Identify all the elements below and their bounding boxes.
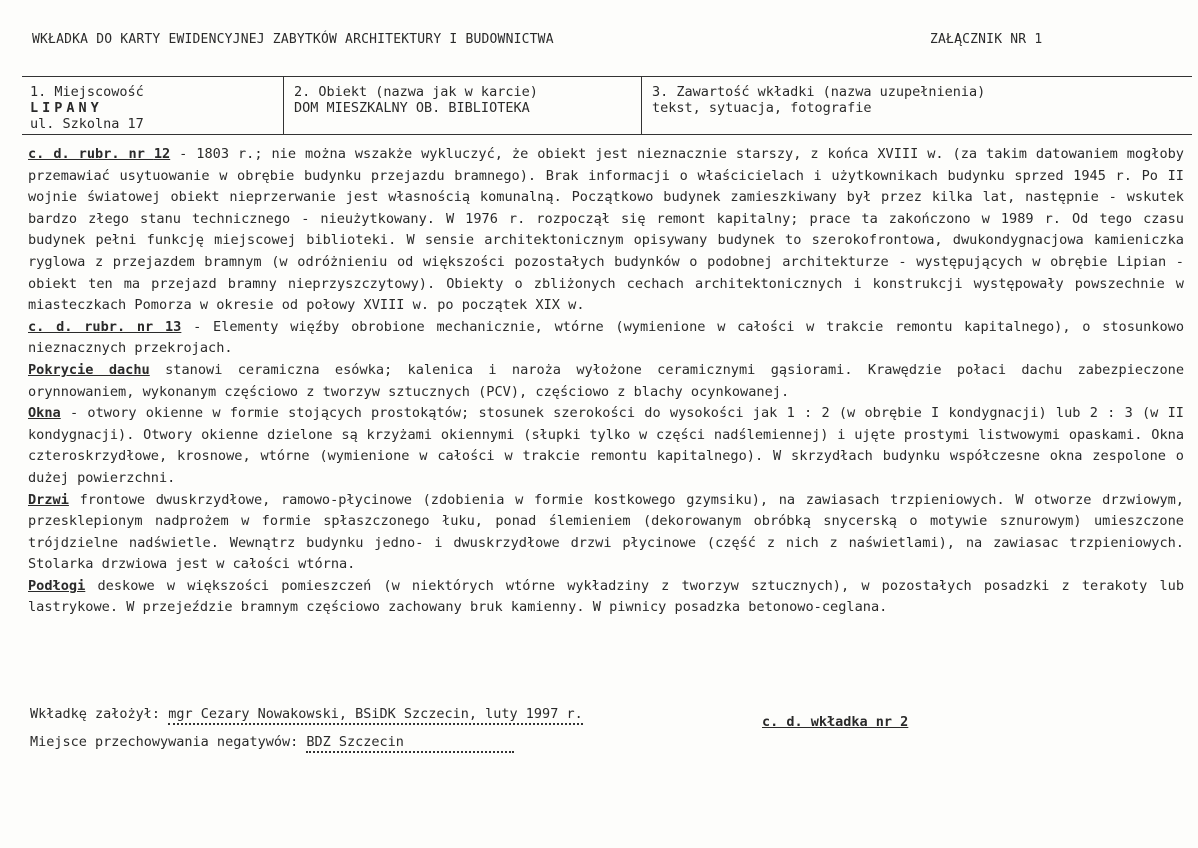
rubric-12-label: c. d. rubr. nr 12 bbox=[28, 146, 171, 162]
floors-label: Podłogi bbox=[28, 577, 86, 594]
rubric-13-label: c. d. rubr. nr 13 bbox=[28, 318, 182, 335]
doors-label: Drzwi bbox=[28, 491, 69, 508]
roof-label: Pokrycie dachu bbox=[28, 361, 150, 378]
object-value: DOM MIESZKALNY OB. BIBLIOTEKA bbox=[294, 100, 530, 116]
windows-text: - otwory okienne w formie stojących prostokątów; stosunek szerokości do wysokości jak 1 : 2 (w obrębie I kondygnacji) lub 2 : 3 (w II kondygnacji). Otwory okienne dzielone są krzyżami okiennymi (słupki tylko w części nadślemiennej) i ujęte prostymi listwowymi opaskami. Okna czteroskrzydłowe, krosnowe, wtórne (wymienione w całości w trakcie remontu kapitalnego). W skrzydłach budynku współczesne okna zespolone o dużej powierzchni. bbox=[28, 405, 1184, 486]
section-windows bbox=[28, 403, 1184, 489]
negatives-label: Miejsce przechowywania negatywów: bbox=[30, 734, 299, 750]
object-label: 2. Obiekt (nazwa jak w karcie) bbox=[294, 84, 538, 100]
contents-label: 3. Zawartość wkładki (nazwa uzupełnienia) bbox=[652, 84, 986, 100]
box-divider-2 bbox=[641, 76, 642, 134]
founded-value: mgr Cezary Nowakowski, BSiDK Szczecin, luty 1997 r. bbox=[168, 706, 583, 725]
negatives-line bbox=[30, 734, 514, 750]
top-rule bbox=[22, 76, 1192, 77]
contents-box bbox=[652, 84, 985, 116]
doors-text: frontowe dwuskrzydłowe, ramowo-płycinowe (zdobienia w formie kostkowego gzymsiku), na zawiasach trzpieniowych. W otworze drzwiowym, przesklepionym nadprożem w formie spłaszczonego łuku, ponad ślemieniem (dekorowanym obróbką snycerską o motywie sznurowym) umieszczone trójdzielne nadświetle. Wewnątrz budynku jedno- i dwuskrzydłowe drzwi płycinowe (część z nich z naświetlami), na zawiasac trzpieniowych. Stolarka drzwiowa jest w całości wtórna. bbox=[28, 491, 1184, 573]
box-divider-1 bbox=[283, 76, 284, 134]
roof-text: stanowi ceramiczna esówka; kalenica i naroża wyłożone ceramicznymi gąsiorami. Krawędzie połaci dachu zabezpieczone orynnowaniem, wykonanym częściowo z tworzyw sztucznych (PCV), częściowo z blachy ocynkowanej. bbox=[28, 361, 1184, 400]
document-body bbox=[28, 144, 1184, 619]
locality-label: 1. Miejscowość bbox=[30, 84, 144, 100]
founded-label: Wkładkę założył: bbox=[30, 706, 161, 722]
locality-box bbox=[30, 84, 144, 132]
founded-by-line bbox=[30, 706, 583, 722]
document-header-title: WKŁADKA DO KARTY EWIDENCYJNEJ ZABYTKÓW ARCHITEKTURY I BUDOWNICTWA bbox=[32, 32, 554, 47]
floors-text: deskowe w większości pomieszczeń (w niektórych wtórne wykładziny z tworzyw sztucznych), w pozostałych posadzki z terakoty lub lastrykowe. W przejeździe bramnym częściowo zachowany bruk kamienny. W piwnicy posadzka betonowo-ceglana. bbox=[28, 577, 1184, 616]
section-doors bbox=[28, 490, 1184, 576]
locality-town: LIPANY bbox=[30, 100, 103, 116]
negatives-value: BDZ Szczecin bbox=[306, 734, 514, 753]
rubric-13-text: - Elementy więźby obrobione mechanicznie, wtórne (wymienione w całości w trakcie remontu kapitalnego), o stosunkowo nieznacznych przekrojach. bbox=[28, 318, 1185, 357]
section-rubric-13 bbox=[28, 317, 1184, 360]
box-bottom-rule bbox=[22, 134, 1192, 135]
rubric-12-text: - 1803 r.; nie można wszakże wykluczyć, że obiekt jest nieznacznie starszy, z końca XVIII w. (za takim datowaniem mogłoby przemawiać usytuowanie w obrębie budynku przejazdu bramnego). Brak informacji o właścicielach i użytkownikach budynku sprzed 1945 r. Po II wojnie światowej obiekt nieprzerwanie jest własnością komunalną. Początkowo budynek zamieszkiwany był przez kilka lat, następnie - wskutek bardzo złego stanu technicznego - nieużytkowany. W 1976 r. rozpoczął się remont kapitalny; prace ta zakończono w 1989 r. Od tego czasu budynek pełni funkcję miejscowej biblioteki. W sensie architektonicznym opisywany budynek to szerokofrontowa, dwukondygnacjowa kamieniczka ryglowa z przejazdem bramnym (w odróżnieniu od większości pozostałych budynków o podobnej architekturze - występujących w obrębie Lipian - obiekt ten ma przejazd bramny nieprzyszczytowy). Obiekty o zbliżonych cechach architektonicznych i konstrukcji występowały powszechnie w miasteczkach Pomorza w okresie od połowy XVIII w. po początek XIX w. bbox=[28, 146, 1184, 314]
windows-label: Okna bbox=[28, 405, 61, 422]
object-box bbox=[294, 84, 538, 116]
continuation-note: c. d. wkładka nr 2 bbox=[762, 714, 909, 730]
section-rubric-12 bbox=[28, 144, 1184, 317]
section-roof bbox=[28, 360, 1184, 403]
annex-number: ZAŁĄCZNIK NR 1 bbox=[930, 32, 1043, 47]
section-floors bbox=[28, 576, 1184, 619]
locality-street: ul. Szkolna 17 bbox=[30, 116, 144, 132]
contents-value: tekst, sytuacja, fotografie bbox=[652, 100, 872, 116]
